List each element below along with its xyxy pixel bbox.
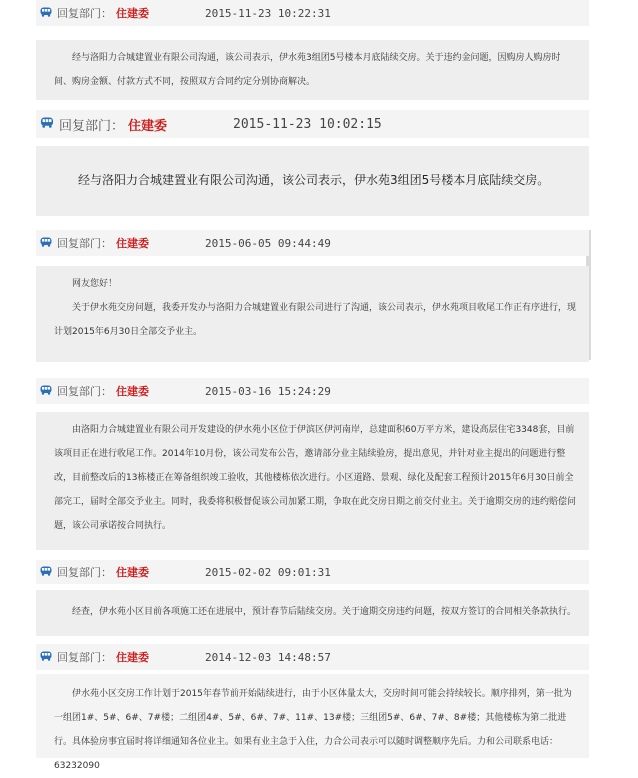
dept-label: 回复部门： xyxy=(57,7,112,20)
reply-body xyxy=(36,412,589,550)
reply-card xyxy=(36,230,589,362)
reply-body xyxy=(36,146,589,216)
dept-label: 回复部门： xyxy=(57,651,112,664)
reply-header xyxy=(36,644,589,670)
reply-time: 2015-02-02 09:01:31 xyxy=(205,565,331,579)
reply-time: 2015-06-05 09:44:49 xyxy=(205,236,331,250)
reply-header xyxy=(36,230,589,256)
reply-card xyxy=(36,560,589,636)
reply-header xyxy=(36,378,589,404)
committee-name: 住建委 xyxy=(128,118,168,134)
committee-name: 住建委 xyxy=(116,566,149,579)
bus-icon xyxy=(40,237,52,250)
dept-label: 回复部门： xyxy=(59,118,125,134)
committee-name: 住建委 xyxy=(116,237,149,250)
reply-card xyxy=(36,110,589,216)
reply-paragraph: 经与洛阳力合城建置业有限公司沟通，该公司表示，伊水苑3组团5号楼本月底陆续交房。关于违约金问题，因购房人购房时间、购房金额、付款方式不同，按照双方合同约定分别协商解决。 xyxy=(54,53,561,87)
reply-paragraph: 关于伊水苑交房问题，我委开发办与洛阳力合城建置业有限公司进行了沟通，该公司表示，伊水苑项目收尾工作正有序进行，现计划2015年6月30日全部交予业主。 xyxy=(54,303,577,337)
committee-name: 住建委 xyxy=(116,651,149,664)
reply-body xyxy=(36,266,589,362)
reply-card xyxy=(36,0,589,100)
reply-time: 2015-11-23 10:22:31 xyxy=(205,6,331,20)
reply-card xyxy=(36,378,589,550)
reply-body xyxy=(36,590,589,636)
reply-header xyxy=(36,110,589,138)
bus-icon xyxy=(40,566,52,579)
committee-name: 住建委 xyxy=(116,7,149,20)
reply-time: 2015-03-16 15:24:29 xyxy=(205,384,331,398)
reply-paragraph: 伊水苑小区交房工作计划于2015年春节前开始陆续进行，由于小区体量太大，交房时间可能会持续较长。顺序排列，第一批为一组团1#、5#、6#、7#楼；二组团4#、5#、6#、7#、11#、13#楼；三组团5#、6#、7#、8#楼；其他楼栋为第二批进行。具体验房事宜届时将详细通知各位业主。如果有业主急于入住，力合公司表示可以随时调整顺序先后。力和公司联系电话：63232090 xyxy=(54,689,572,771)
dept-label: 回复部门： xyxy=(57,237,112,250)
bus-icon xyxy=(40,385,52,398)
dept-label: 回复部门： xyxy=(57,385,112,398)
reply-card xyxy=(36,644,589,771)
dept-label: 回复部门： xyxy=(57,566,112,579)
reply-paragraph: 由洛阳力合城建置业有限公司开发建设的伊水苑小区位于伊滨区伊河南岸，总建面积60万平方米，建设高层住宅3348套，目前该项目正在进行收尾工作。2014年10月份，该公司发布公告，邀请部分业主陆续验房，提出意见，并针对业主提出的问题进行整改，目前整改后的13栋楼正在筹备组织竣工验收，其他楼栋依次进行。小区道路、景观、绿化及配套工程预计2015年6月30日前全部完工，届时全部交予业主。同时，我委将积极督促该公司加紧工期，争取在此交房日期之前交付业主。关于逾期交房的违约赔偿问题，该公司承诺按合同执行。 xyxy=(54,425,577,531)
reply-paragraph: 网友您好！ xyxy=(72,279,118,289)
bus-icon xyxy=(40,117,54,132)
reply-body xyxy=(36,40,589,100)
bus-icon xyxy=(40,7,52,20)
reply-paragraph: 经与洛阳力合城建置业有限公司沟通，该公司表示，伊水苑3组团5号楼本月底陆续交房。 xyxy=(78,173,550,187)
reply-header xyxy=(36,0,589,26)
bus-icon xyxy=(40,651,52,664)
reply-paragraph: 经查，伊水苑小区目前各项施工还在进展中，预计春节后陆续交房。关于逾期交房违约问题，按双方签订的合同相关条款执行。 xyxy=(72,607,577,617)
reply-header xyxy=(36,560,589,584)
committee-name: 住建委 xyxy=(116,385,149,398)
reply-time: 2014-12-03 14:48:57 xyxy=(205,650,331,664)
reply-body xyxy=(36,674,589,771)
reply-time: 2015-11-23 10:02:15 xyxy=(233,116,382,132)
